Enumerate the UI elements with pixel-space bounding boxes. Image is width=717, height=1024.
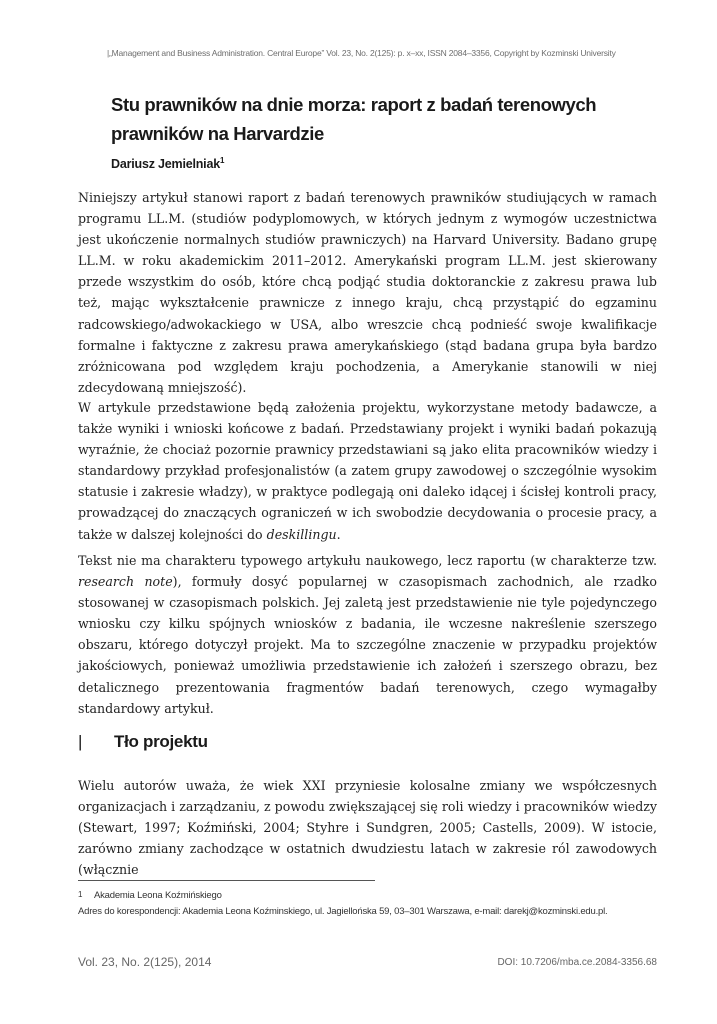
section-title: Tło projektu — [114, 732, 208, 751]
footnote-correspondence: Adres do korespondencji: Akademia Leona Koźminskiego, ul. Jagiellońska 59, 03–301 Warszawa, e-mail: darekj@kozminski.edu.pl. — [78, 906, 608, 917]
footer-doi[interactable]: DOI: 10.7206/mba.ce.2084-3356.68 — [497, 957, 657, 968]
paragraph-format-start: Tekst nie ma charakteru typowego artykułu naukowego, lecz raportu (w charakterze tzw. — [78, 553, 657, 568]
section-marker: | — [78, 732, 83, 751]
paragraph-format — [78, 550, 657, 719]
paragraph-aims-text: W artykule przedstawione będą założenia projektu, wykorzystane metody badawcze, a także wyniki i wnioski końcowe z badań. Przedstawiany projekt i wyniki badań pokazują wyraźnie, że chociaż pozornie prawnicy przedstawiani są jako elita pracowników wiedzy i standardowy przykład profesjonalistów (a zatem grupy zawodowej o szczególnie wysokim statusie i zakresie władzy), w praktyce podlegają oni daleko idącej i ścisłej kontroli pracy, prowadzącej do znaczących ograniczeń w ich swobodzie decydowania o procesie pracy, a także w dalszej kolejności do — [78, 400, 657, 542]
footnote-number: 1 — [78, 890, 83, 899]
paragraph-format-rest: ), formuły dosyć popularnej w czasopismach zachodnich, ale rzadko stosowanej w czasopismach polskich. Jej zaletą jest przedstawienie nie tyle pojedynczego wniosku czy kilku spójnych wniosków z badania, ile wczesne nakreślenie szerszego obszaru, którego dotyczył projekt. Ma to szczególne znaczenie w przypadku projektów jakościowych, ponieważ umożliwia przedstawienie ich założeń i szerszego obrazu, bez detalicznego prezentowania fragmentów badań terenowych, czego wymagałby standardowy artykuł. — [78, 574, 657, 716]
footnote-divider — [78, 880, 375, 881]
emphasis-deskilling: deskillingu — [266, 526, 337, 542]
paragraph-aims — [78, 397, 657, 545]
footer-volume: Vol. 23, No. 2(125), 2014 — [78, 955, 212, 969]
author-name: Dariusz Jemielniak — [111, 157, 220, 172]
footnote-affiliation — [78, 890, 678, 901]
footnote-affiliation-text: Akademia Leona Koźmińskiego — [94, 890, 222, 901]
author-footnote-mark[interactable]: 1 — [219, 156, 225, 165]
paragraph-background: Wielu autorów uważa, że wiek XXI przyniesie kolosalne zmiany we współczesnych organizacjach i zarządzaniu, z powodu zwiększającej się roli wiedzy i pracowników wiedzy (Stewart, 1997; Koźmiński, 2004; Styhre i Sundgren, 2005; Castells, 2009). W istocie, zarówno zmiany zachodzące w ostatnich dwudziestu latach w zakresie ról zawodowych (włącznie — [78, 778, 657, 878]
running-head: |„Management and Business Administration. Central Europe” Vol. 23, No. 2(125): p. x–xx, ISSN 2084–3356, Copyright by Kozminski University — [107, 48, 616, 58]
section-heading — [78, 732, 208, 752]
paragraph-aims-end: . — [336, 526, 341, 542]
paragraph-intro: Niniejszy artykuł stanowi raport z badań terenowych prawników studiujących w ramach programu LL.M. (studiów podyplomowych, w których jednym z wymogów uczestnictwa jest ukończenie normalnych studiów prawniczych) na Harvard University. Badano grupę LL.M. w roku akademickim 2011–2012. Amerykański program LL.M. jest skierowany przede wszystkim do osób, które chcą podjąć studia doktoranckie z zakresu prawa lub też, mając wykształcenie prawnicze z innego kraju, chcą przystąpić do egzaminu radcowskiego/adwokackiego w USA, albo wreszcie chcą podnieść swoje kwalifikacje formalne i faktyczne z zakresu prawa amerykańskiego (stąd badana grupa była bardzo zróżnicowana pod względem kraju pochodzenia, a Amerykanie stanowili w niej zdecydowaną mniejszość). — [78, 190, 657, 395]
article-title: Stu prawników na dnie morza: raport z badań terenowych prawników na Harvardzie — [111, 94, 597, 144]
author-line — [111, 156, 224, 171]
emphasis-research-note: research note — [78, 574, 173, 590]
